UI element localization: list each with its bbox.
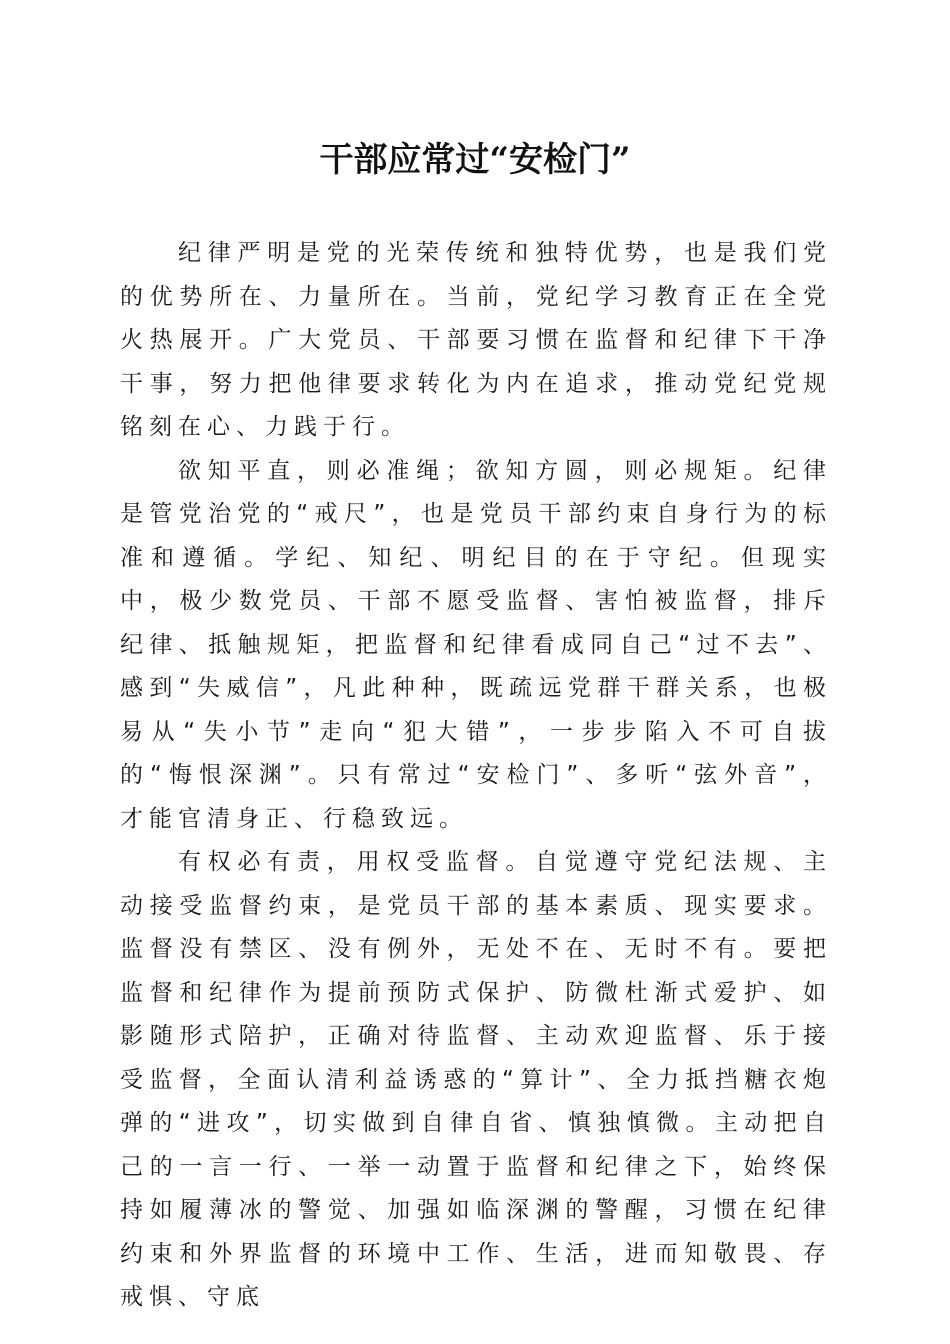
document-body bbox=[120, 232, 832, 1320]
paragraph: 纪律严明是党的光荣传统和独特优势，也是我们党的优势所在、力量所在。当前，党纪学习教育正在全党火热展开。广大党员、干部要习惯在监督和纪律下干净干事，努力把他律要求转化为内在追求，推动党纪党规铭刻在心、力践于行。 bbox=[120, 240, 832, 440]
paragraph: 欲知平直，则必准绳；欲知方圆，则必规矩。纪律是管党治党的“戒尺”，也是党员干部约束自身行为的标准和遵循。学纪、知纪、明纪目的在于守纪。但现实中，极少数党员、干部不愿受监督、害怕被监督，排斥纪律、抵触规矩，把监督和纪律看成同自己“过不去”、感到“失威信”，凡此种种，既疏远党群干群关系，也极易从“失小节”走向“犯大错”，一步步陷入不可自拔的“悔恨深渊”。只有常过“安检门”、多听“弦外音”，才能官清身正、行稳致远。 bbox=[120, 457, 832, 832]
document-title: 干部应常过“安检门” bbox=[319, 140, 631, 180]
paragraph: 有权必有责，用权受监督。自觉遵守党纪法规、主动接受监督约束，是党员干部的基本素质、现实要求。监督没有禁区、没有例外，无处不在、无时不有。要把监督和纪律作为提前预防式保护、防微杜渐式爱护、如影随形式陪护，正确对待监督、主动欢迎监督、乐于接受监督，全面认清利益诱惑的“算计”、全力抵挡糖衣炮弹的“进攻”，切实做到自律自省、慎独慎微。主动把自己的一言一行、一举一动置于监督和纪律之下，始终保持如履薄冰的警觉、加强如临深渊的警醒，习惯在纪律约束和外界监督的环境中工作、生活，进而知敬畏、存戒惧、守底 bbox=[120, 849, 832, 1310]
